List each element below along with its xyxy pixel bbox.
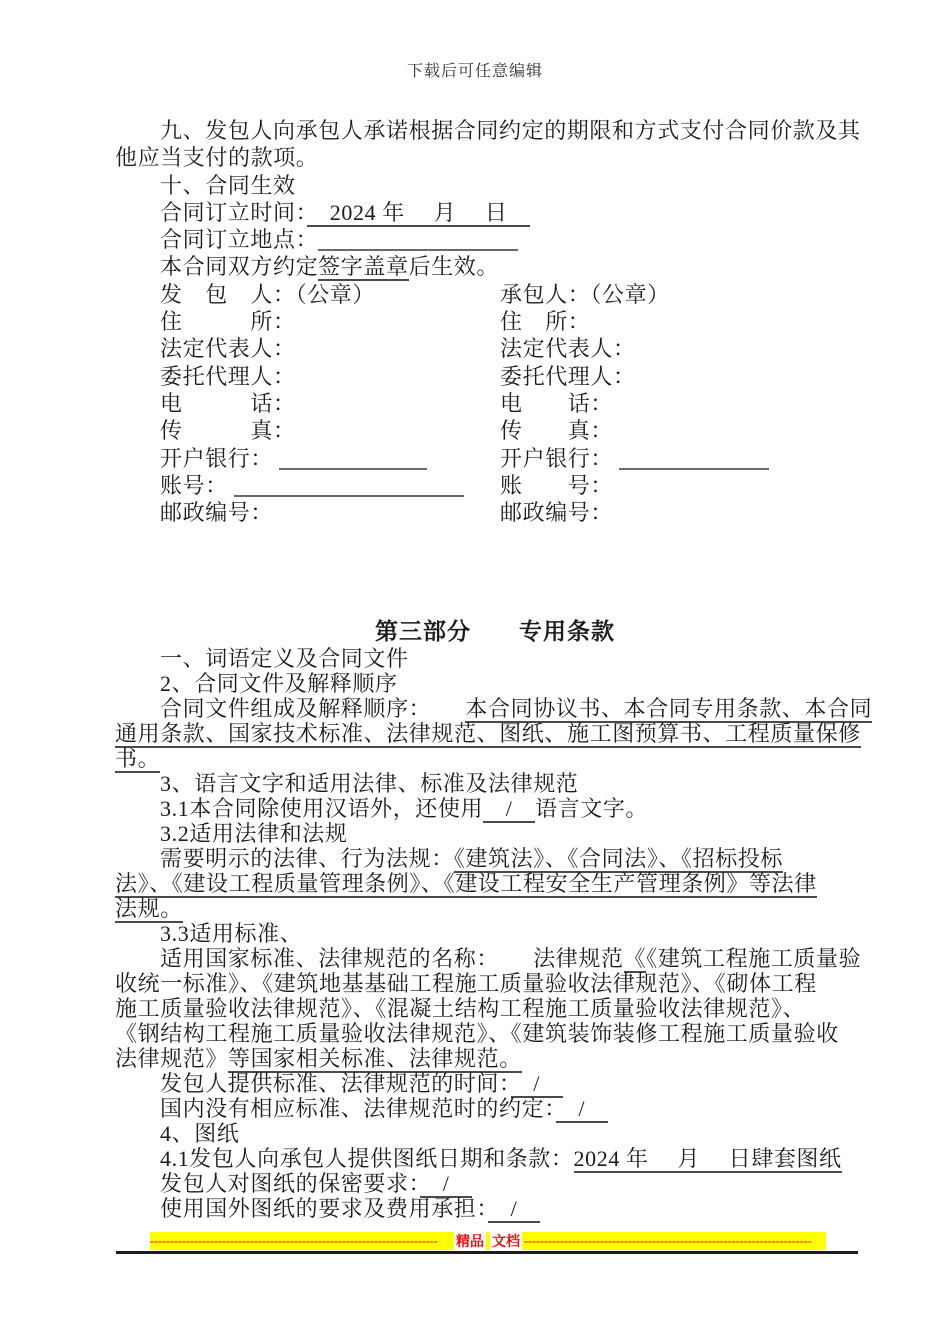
underlined-text: 本合同协议书、本合同专用条款、本合同	[465, 696, 873, 721]
document-line	[115, 281, 875, 308]
right-column	[500, 417, 613, 444]
document-line	[115, 746, 875, 771]
left-column	[160, 336, 296, 361]
left-column	[160, 282, 375, 307]
left-column	[160, 391, 296, 416]
text-run: 账 号：	[500, 472, 614, 498]
underlined-text: 《建筑法》、《合同法》、《招标投标	[453, 846, 784, 871]
document-line	[115, 696, 875, 721]
text-run: 合同文件组成及解释顺序：	[160, 696, 466, 721]
underlined-text: /	[483, 796, 536, 821]
blank-fill-line	[279, 446, 427, 470]
text-run: 4.1发包人向承包人提供图纸日期和条款：	[160, 1146, 574, 1171]
text-run: 合同订立地点：	[160, 227, 319, 253]
document-line	[115, 1071, 875, 1096]
right-column	[500, 390, 613, 417]
text-run: 语言文字。	[535, 796, 649, 821]
document-line	[115, 896, 875, 921]
left-column	[160, 418, 296, 443]
text-run: 邮政编号：	[500, 500, 614, 526]
document-line	[115, 363, 875, 390]
document-line	[115, 646, 875, 671]
text-run: 开户银行：	[160, 445, 274, 471]
text-run: 电 话：	[500, 390, 614, 416]
underlined-text: 等国家相关标准、法律规范。	[228, 1046, 522, 1071]
text-run: 传 真：	[500, 418, 614, 444]
text-run: 开户银行：	[500, 445, 614, 471]
text-run: 施工质量验收法律规范》、《混凝土结构工程施工质量验收法律规范》、	[115, 996, 806, 1021]
text-run: 后生效。	[408, 254, 500, 280]
document-line	[115, 996, 875, 1021]
footer-dashes-left: ------------------------------------------------------------------------	[150, 1233, 438, 1248]
document-line	[115, 771, 875, 796]
document-line	[115, 846, 875, 871]
document-line	[115, 1146, 875, 1171]
underlined-text: /	[420, 1171, 473, 1196]
underlined-text: 2024 年 月 日肆套图纸	[573, 1146, 842, 1171]
text-run: 他应当支付的款项。	[115, 145, 319, 171]
document-line	[115, 390, 875, 417]
text-run: 3.3适用标准、	[160, 921, 303, 946]
document-line	[115, 1121, 875, 1146]
document-line	[115, 417, 875, 444]
text-run: 国内没有相应标准、法律规范时的约定：	[160, 1096, 556, 1121]
underlined-text: 通用条款、国家技术标准、法律规范、图纸、施工图预算书、工程质量保修	[115, 721, 861, 746]
left-column	[160, 446, 427, 471]
document-line	[115, 445, 875, 472]
text-run: 法定代表人：	[500, 336, 636, 362]
document-line	[115, 1196, 875, 1221]
right-column	[500, 363, 636, 390]
document-line	[115, 499, 875, 526]
document-line	[115, 871, 875, 896]
document-line	[115, 335, 875, 362]
text-run: 委托代理人：	[500, 363, 636, 389]
special-terms-section	[115, 646, 875, 1221]
text-run: 发 包 人：（公章）	[160, 281, 376, 307]
text-run: 适用国家标准、法律规范的名称： 法律规范	[160, 946, 624, 971]
document-line	[115, 796, 875, 821]
right-column	[500, 335, 636, 362]
underlined-text: 《	[623, 946, 647, 971]
text-run: 电 话：	[160, 390, 296, 416]
text-run: 承包人：（公章）	[500, 281, 670, 307]
text-run: 发包人提供标准、法律规范的时间：	[160, 1071, 511, 1096]
document-line	[115, 1021, 875, 1046]
blank-fill-line	[318, 227, 518, 251]
text-run: 法律规范》	[115, 1046, 229, 1071]
text-run: 九、发包人向承包人承诺根据合同约定的期限和方式支付合同价款及其	[160, 118, 861, 143]
left-column	[160, 500, 273, 525]
text-run: 十、合同生效	[160, 172, 296, 198]
document-line	[115, 117, 875, 144]
document-line	[115, 172, 875, 199]
blank-fill-line	[234, 473, 464, 497]
footer-highlight-bar	[150, 1232, 826, 1250]
text-run: 3.1本合同除使用汉语外，还使用	[160, 796, 484, 821]
right-column	[500, 499, 613, 526]
footer-label-wendang: 文档	[490, 1232, 522, 1250]
document-line	[115, 946, 875, 971]
underlined-text: 法》、《建设工程质量管理条例》、《建设工程安全生产管理条例》等法律	[115, 871, 817, 896]
text-run: 发包人对图纸的保密要求：	[160, 1171, 421, 1196]
document-line	[115, 721, 875, 746]
text-run: 委托代理人：	[160, 363, 296, 389]
footer-rule	[116, 1251, 858, 1254]
left-column	[160, 473, 464, 498]
underlined-text: /	[555, 1096, 608, 1121]
document-line	[115, 1046, 875, 1071]
right-column	[500, 308, 590, 335]
document-line	[115, 308, 875, 335]
document-line	[115, 226, 875, 253]
text-run: 邮政编号：	[160, 500, 274, 526]
text-run: 《建筑工程施工质量验	[646, 946, 862, 971]
document-line	[115, 199, 875, 226]
underlined-text: /	[510, 1071, 563, 1096]
document-line	[115, 1096, 875, 1121]
right-column	[500, 472, 613, 499]
text-run: 4、图纸	[160, 1121, 240, 1146]
text-run: 本合同双方约定	[160, 254, 319, 280]
document-line	[115, 821, 875, 846]
text-run: 需要明示的法律、行为法规：	[160, 846, 454, 871]
header-watermark: 下载后可任意编辑	[406, 63, 543, 80]
contract-signature-section	[115, 117, 875, 526]
footer-label-jingpin: 精品	[454, 1232, 486, 1250]
text-run: 2、合同文件及解释顺序	[160, 671, 398, 696]
text-run: 3、语言文字和适用法律、标准及法律规范	[160, 771, 579, 796]
text-run: 法定代表人：	[160, 336, 296, 362]
document-line	[115, 253, 875, 280]
text-run: 住 所：	[160, 309, 296, 335]
text-run: 账号：	[160, 472, 234, 498]
text-run: 使用国外图纸的要求及费用承担：	[160, 1196, 489, 1221]
footer-dashes-right: ------------------------------------------------------------------------	[524, 1233, 812, 1248]
text-run: 传 真：	[160, 418, 296, 444]
right-column	[500, 445, 769, 472]
text-run: 一、词语定义及合同文件	[160, 646, 409, 671]
text-run: 合同订立时间：	[160, 199, 308, 225]
text-run: 3.2适用法律和法规	[160, 821, 348, 846]
underlined-text: 法规。	[115, 896, 183, 921]
document-line	[115, 144, 875, 171]
document-line	[115, 1171, 875, 1196]
document-line	[115, 971, 875, 996]
underlined-text: 书。	[115, 746, 161, 771]
text-run: 《钢结构工程施工质量验收法律规范》、《建筑装饰装修工程施工质量验收	[115, 1021, 839, 1046]
left-column	[160, 309, 296, 334]
left-column	[160, 364, 296, 389]
document-line	[115, 472, 875, 499]
text-run: 住 所：	[500, 309, 591, 335]
document-line	[115, 671, 875, 696]
right-column	[500, 281, 670, 308]
document-line	[115, 921, 875, 946]
underlined-text: 2024 年 月 日	[307, 199, 531, 225]
blank-fill-line	[619, 446, 769, 470]
underlined-text: 签字盖章	[318, 254, 409, 280]
part3-title: 第三部分 专用条款	[375, 619, 615, 644]
text-run: 收统一标准》、《建筑地基基础工程施工质量验收法律规范》、《砌体工程	[115, 971, 817, 996]
underlined-text: /	[488, 1196, 540, 1221]
